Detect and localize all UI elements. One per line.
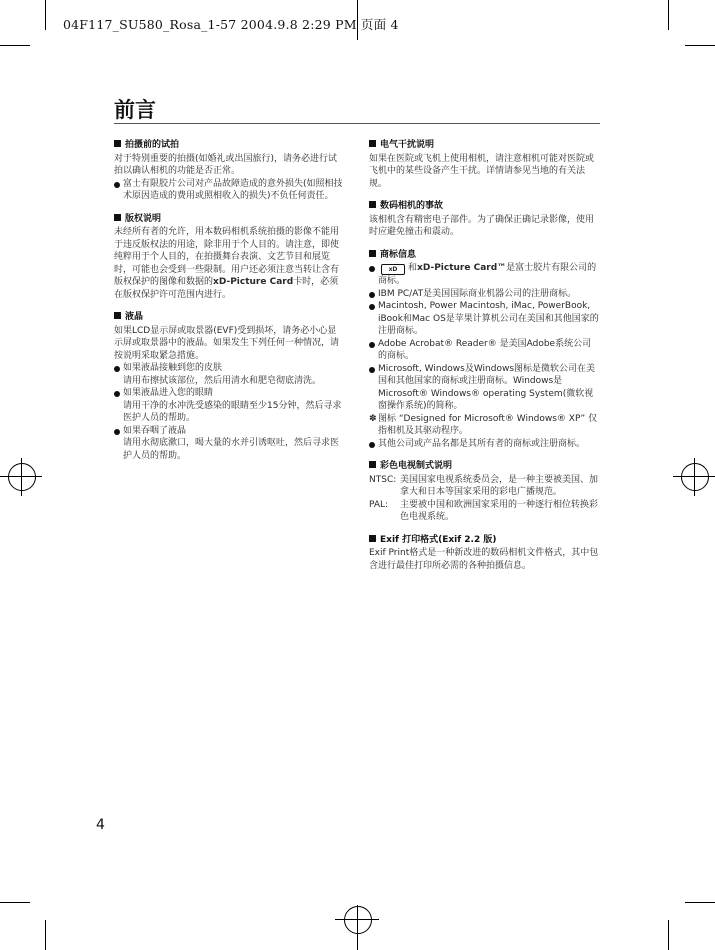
bullet-icon <box>369 266 375 272</box>
list-item: xD 和xD-Picture Card™是富士胶片有限公司的商标。 <box>369 262 600 288</box>
section-test-shots <box>114 139 344 203</box>
bullet-icon <box>369 442 375 448</box>
asterisk-icon: ✽ <box>369 413 377 424</box>
crop-mark <box>335 919 379 920</box>
section-tv-system <box>369 460 600 524</box>
paragraph: 如果LCD显示屏或取景器(EVF)受到损坏，请务必小心显示屏或取景器中的液晶。如果发生下列任何一种情况，请按说明采取紧急措施。 <box>114 325 340 361</box>
crop-mark <box>45 920 46 950</box>
paragraph: Exif Print格式是一种新改进的数码相机文件格式，其中包含进行最佳打印所必需的各种拍摄信息。 <box>369 548 599 571</box>
crop-mark <box>0 45 30 46</box>
section-heading: 液晶 <box>125 312 144 322</box>
list-item: Microsoft, Windows及Windows图标是微软公司在美国和其他国家的商标或注册商标。Windows是Microsoft® Windows® operating System(微软视窗操作系统)的简称。 <box>369 363 600 413</box>
paragraph: 未经所有者的允许，用本数码相机系统拍摄的影像不能用于违反版权法的用途，除非用于个人目的。请注意，即使纯粹用于个人目的，在拍摄舞台表演、文艺节目和展览时，可能也会受到一些限制。用户还必须注意当转让含有版权保护的图像和数据的xD-Picture Card卡时，必须在版权保护许可范围内进行。 <box>114 227 340 300</box>
section-heading: Exif 打印格式(Exif 2.2 版) <box>380 534 497 545</box>
crop-mark <box>668 0 669 30</box>
square-bullet-icon <box>369 250 376 257</box>
list-item-detail: 请用布擦拭该部位，然后用清水和肥皂彻底清洗。 <box>123 375 322 386</box>
list-item-detail: 请用水彻底漱口，喝大量的水并引诱呕吐，然后寻求医护人员的帮助。 <box>123 438 340 461</box>
section-heading: 拍摄前的试拍 <box>125 140 180 150</box>
left-column <box>114 139 344 472</box>
section-heading: 彩色电视制式说明 <box>380 461 453 471</box>
list-item: 如果液晶进入您的眼睛 <box>114 387 344 400</box>
bullet-icon <box>114 182 120 188</box>
paragraph: 如果在医院或飞机上使用相机，请注意相机可能对医院或飞机中的某些设备产生干扰。详情请参见当地的有关法规。 <box>369 153 595 189</box>
square-bullet-icon <box>369 535 376 542</box>
section-heading: 电气干扰说明 <box>380 140 435 150</box>
crop-mark <box>685 902 715 903</box>
list-item-detail: 请用干净的水冲洗受感染的眼睛至少15分钟，然后寻求医护人员的帮助。 <box>123 400 342 423</box>
registration-circle-right <box>681 463 709 491</box>
page-number: 4 <box>96 817 105 833</box>
section-heading: 数码相机的事故 <box>380 201 444 211</box>
section-interference <box>369 139 600 190</box>
page-title: 前言 <box>114 98 156 122</box>
bullet-icon <box>369 304 375 310</box>
definition-item: NTSC: 美国国家电视系统委员会，是一种主要被美国、加拿大和日本等国家采用的彩电广播规范。 <box>369 474 599 497</box>
square-bullet-icon <box>114 214 121 221</box>
xd-logo-icon: xD <box>381 264 405 275</box>
crop-mark <box>668 920 669 950</box>
crop-mark <box>45 0 46 30</box>
section-copyright <box>114 213 344 302</box>
list-item: Adobe Acrobat® Reader® 是美国Adobe系统公司的商标。 <box>369 338 600 363</box>
section-lcd <box>114 311 344 462</box>
definition-item: PAL: 主要被中国和欧洲国家采用的一种逐行相位转换彩色电视系统。 <box>369 499 599 522</box>
bullet-icon <box>369 342 375 348</box>
paragraph: 该相机含有精密电子部件。为了确保正确记录影像，使用时应避免撞击和震动。 <box>369 214 595 237</box>
list-item: 如果液晶接触到您的皮肤 <box>114 362 344 375</box>
bullet-icon <box>114 429 120 435</box>
section-exif <box>369 534 600 573</box>
right-column <box>369 139 600 582</box>
square-bullet-icon <box>114 140 121 147</box>
registration-circle-bottom <box>344 906 372 934</box>
crop-mark <box>685 45 715 46</box>
title-divider <box>114 123 600 124</box>
section-heading: 商标信息 <box>380 249 417 260</box>
list-item: Macintosh, Power Macintosh, iMac, PowerBook, iBook和Mac OS是苹果计算机公司在美国和其他国家的注册商标。 <box>369 300 600 338</box>
bullet-icon <box>369 367 375 373</box>
square-bullet-icon <box>369 201 376 208</box>
crop-mark <box>0 902 30 903</box>
paragraph: 对于特别重要的拍摄(如婚礼或出国旅行)，请务必进行试拍以确认相机的功能是否正常。 <box>114 153 338 176</box>
section-trademarks <box>369 249 600 451</box>
bullet-icon <box>114 391 120 397</box>
list-item: 如果吞咽了液晶 <box>114 425 344 438</box>
list-item: ✽ 图标 “Designed for Microsoft® Windows® XP” 仅指相机及其驱动程序。 <box>369 413 598 436</box>
bullet-icon <box>114 366 120 372</box>
square-bullet-icon <box>369 461 376 468</box>
square-bullet-icon <box>114 312 121 319</box>
list-item: 富士有限胶片公司对产品故障造成的意外损失(如照相技术原因造成的费用或照相收入的损失)不负任何责任。 <box>114 178 344 203</box>
section-camera-care <box>369 200 600 239</box>
list-item: 其他公司或产品名都是其所有者的商标或注册商标。 <box>369 438 600 451</box>
square-bullet-icon <box>369 140 376 147</box>
bullet-icon <box>369 292 375 298</box>
section-heading: 版权说明 <box>125 213 162 224</box>
list-item: IBM PC/AT是美国国际商业机器公司的注册商标。 <box>369 288 600 301</box>
registration-circle-left <box>8 463 36 491</box>
print-header: 04F117_SU580_Rosa_1-57 2004.9.8 2:29 PM 页面 4 <box>63 17 399 32</box>
